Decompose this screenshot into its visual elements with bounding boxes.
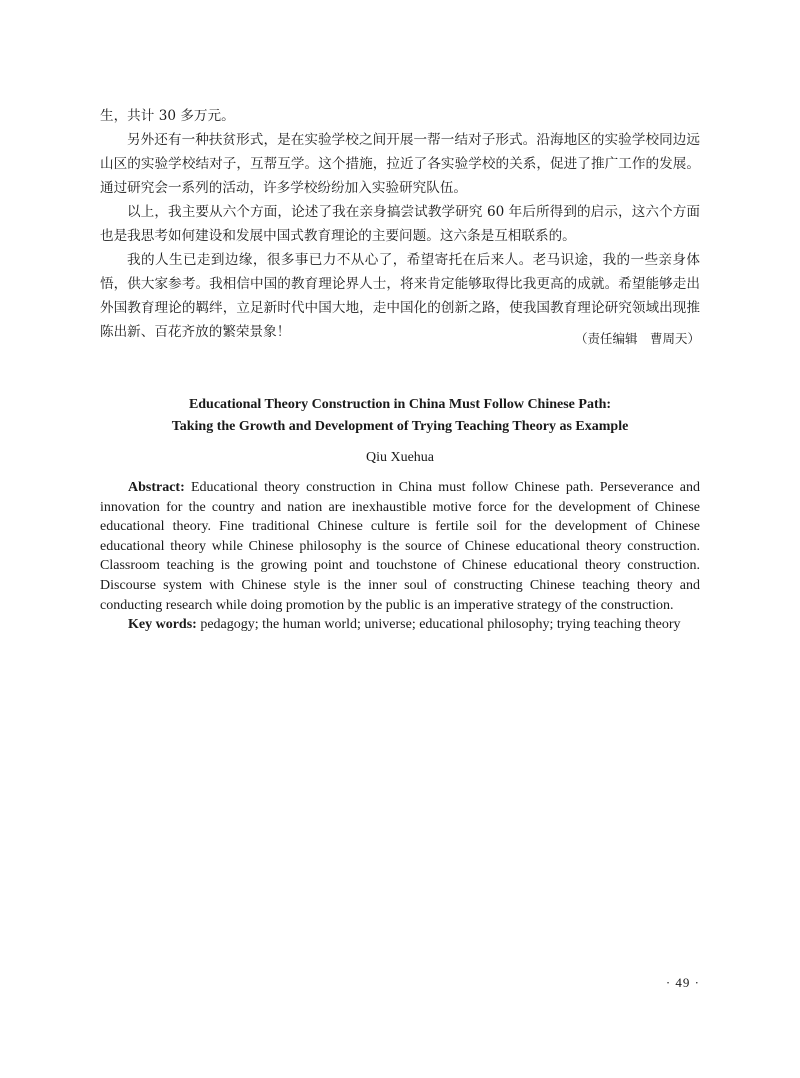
english-title-line-1: Educational Theory Construction in China Must Follow Chinese Path: xyxy=(188,397,612,412)
abstract-text: Educational theory construction in China must follow Chinese path. Perseverance and innovation for the country and nation are inexhaustible motive force for the development of Chinese educational theory. Fine traditional Chinese culture is fertile soil for the development of Chinese educational theory while Chinese philosophy is the source of Chinese educational theory construction. Classroom teaching is the growing point and touchstone of Chinese educational theory construction. Discourse system with Chinese style is the inner soul of constructing Chinese teaching theory and conducting research while doing promotion by the public is an imperative strategy of the construction. xyxy=(100,480,700,613)
chinese-body-text xyxy=(100,104,700,344)
english-abstract-section xyxy=(100,478,700,635)
chinese-paragraph-3: 以上，我主要从六个方面，论述了我在亲身搞尝试教学研究 60 年后所得到的启示，这六个方面也是我思考如何建设和发展中国式教育理论的主要问题。这六条是互相联系的。 xyxy=(100,204,700,244)
page-number: · 49 · xyxy=(665,975,700,990)
chinese-paragraph-2: 另外还有一种扶贫形式，是在实验学校之间开展一帮一结对子形式。沿海地区的实验学校同边远山区的实验学校结对子，互帮互学。这个措施，拉近了各实验学校的关系，促进了推广工作的发展。通过研究会一系列的活动，许多学校纷纷加入实验研究队伍。 xyxy=(100,132,700,196)
chinese-paragraph-1: 生，共计 30 多万元。 xyxy=(100,108,235,124)
keywords-label: Key words: xyxy=(128,617,197,633)
journal-page xyxy=(100,0,700,1078)
english-title-line-2: Taking the Growth and Development of Trying Teaching Theory as Example xyxy=(171,419,629,434)
chinese-paragraph-4: 我的人生已走到边缘，很多事已力不从心了，希望寄托在后来人。老马识途，我的一些亲身体悟，供大家参考。我相信中国的教育理论界人士，将来肯定能够取得比我更高的成就。希望能够走出外国教育理论的羁绊，立足新时代中国大地，走中国化的创新之路，使我国教育理论研究领域出现推陈出新、百花齐放的繁荣景象！ xyxy=(100,252,700,340)
author-name: Qiu Xuehua xyxy=(365,450,435,465)
abstract-paragraph xyxy=(100,478,700,615)
keywords-text: pedagogy; the human world; universe; educational philosophy; trying teaching theory xyxy=(196,617,681,633)
keywords-paragraph xyxy=(100,615,700,635)
responsible-editor-note: （责任编辑 曹周天） xyxy=(574,331,700,346)
abstract-label: Abstract: xyxy=(128,480,185,495)
